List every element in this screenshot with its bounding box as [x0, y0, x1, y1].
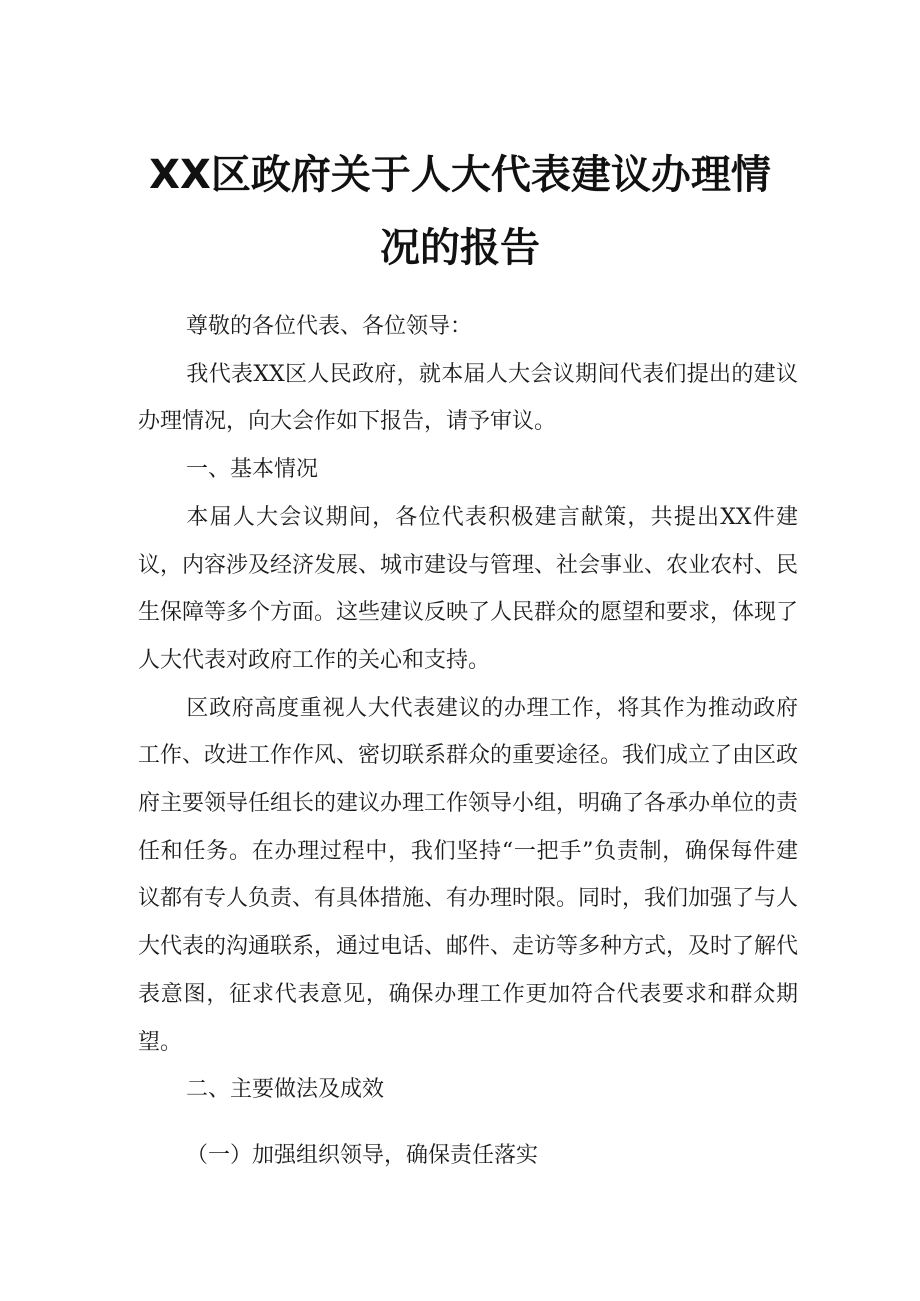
document-title-line-2: 况的报告	[380, 225, 540, 271]
section-1-paragraph-2: 区政府高度重视人大代表建议的办理工作，将其作为推动政府工作、改进工作作风、密切联系群众的重要途径。我们成立了由区政府主要领导任组长的建议办理工作领导小组，明确了各承办单位的责任和任务。在办理过程中，我们坚持“一把手”负责制，确保每件建议都有专人负责、有具体措施、有办理时限。同时，我们加强了与人大代表的沟通联系，通过电话、邮件、走访等多种方式，及时了解代表意图，征求代表意见，确保办理工作更加符合代表要求和群众期望。	[138, 695, 799, 1055]
intro-paragraph: 我代表XX区人民政府，就本届人大会议期间代表们提出的建议办理情况，向大会作如下报告，请予审议。	[138, 361, 798, 435]
section-1-paragraph-1: 本届人大会议期间，各位代表积极建言献策，共提出XX件建议，内容涉及经济发展、城市建设与管理、社会事业、农业农村、民生保障等多个方面。这些建议反映了人民群众的愿望和要求，体现了人大代表对政府工作的关心和支持。	[138, 504, 799, 673]
section-2-heading: 二、主要做法及成效	[186, 1077, 385, 1103]
section-2-subheading-1: （一）加强组织领导，确保责任落实	[186, 1143, 539, 1168]
salutation: 尊敬的各位代表、各位领导：	[186, 314, 473, 339]
document-title-line-1: XX区政府关于人大代表建议办理情	[149, 152, 771, 198]
section-1-heading: 一、基本情况	[186, 457, 319, 483]
document-body	[138, 303, 798, 1114]
